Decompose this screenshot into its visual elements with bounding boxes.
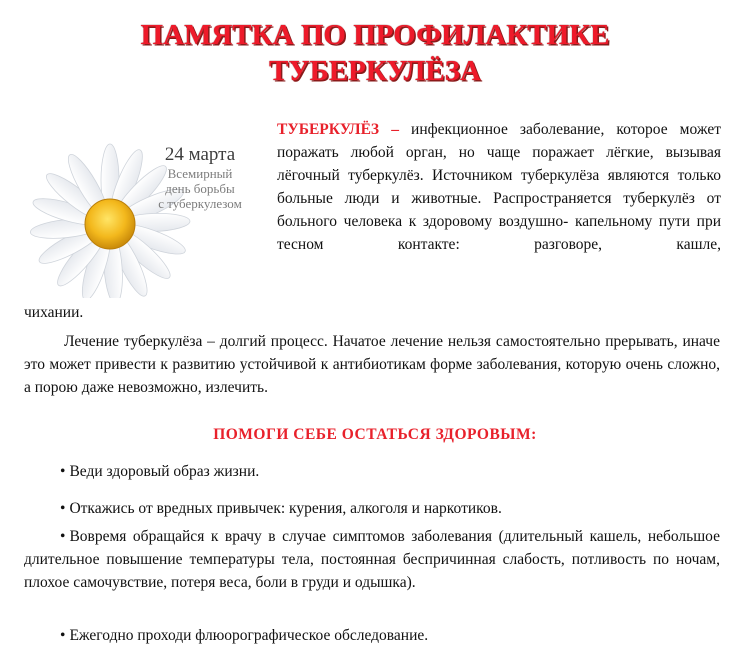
list-item [60, 460, 720, 483]
list-item-text: Вовремя обращайся к врачу в случае симптомов заболевания (длительный кашель, небольшое длительное повышение температуры тела, постоянная беспричинная слабость, потливость по ночам, плохое самочувствие, потеря веса, боли в груди и одышка). [24, 528, 720, 591]
list-item-text: Веди здоровый образ жизни. [69, 463, 260, 480]
bullet-icon: • [60, 463, 66, 480]
event-date: 24 марта [164, 144, 236, 165]
intro-text: инфекционное заболевание, которое может поражать любой орган, но чаще поражает лёгкие, вызывая лёгочный туберкулёз. Источником туберкулёза являются только больные люди и животные. Распространяется туберкулёз от больного человека к здоровому воздушно- капельному пути при тесном контакте: разговоре, кашле, [277, 121, 722, 253]
world-tb-day-caption [140, 144, 260, 211]
bullet-icon: • [60, 627, 66, 644]
page-title-line2: ТУБЕРКУЛЁЗА [269, 55, 481, 87]
list-item [24, 525, 720, 594]
caption-line: Всемирный [167, 166, 233, 181]
intro-paragraph-tail: чихании. [24, 304, 84, 321]
treatment-paragraph: Лечение туберкулёза – долгий процесс. Начатое лечение нельзя самостоятельно прерывать, иначе это может привести к развитию устойчивой к антибиотикам форме заболевания, которую очень сложно, а порою даже невозможно, излечить. [24, 333, 720, 396]
page-title-line1: ПАМЯТКА ПО ПРОФИЛАКТИКЕ [140, 19, 610, 51]
intro-paragraph [277, 118, 721, 256]
list-item-text: Ежегодно проходи флюорографическое обследование. [69, 627, 429, 644]
list-item [60, 497, 720, 520]
list-item-text: Откажись от вредных привычек: курения, алкоголя и наркотиков. [69, 500, 502, 517]
list-item [60, 624, 720, 647]
intro-keyword: ТУБЕРКУЛЁЗ – [277, 121, 399, 138]
bullet-icon: • [60, 500, 66, 517]
bullet-icon: • [60, 528, 66, 545]
caption-line: с туберкулезом [158, 196, 242, 211]
section-heading: ПОМОГИ СЕБЕ ОСТАТЬСЯ ЗДОРОВЫМ: [213, 426, 537, 443]
caption-line: день борьбы [165, 181, 235, 196]
